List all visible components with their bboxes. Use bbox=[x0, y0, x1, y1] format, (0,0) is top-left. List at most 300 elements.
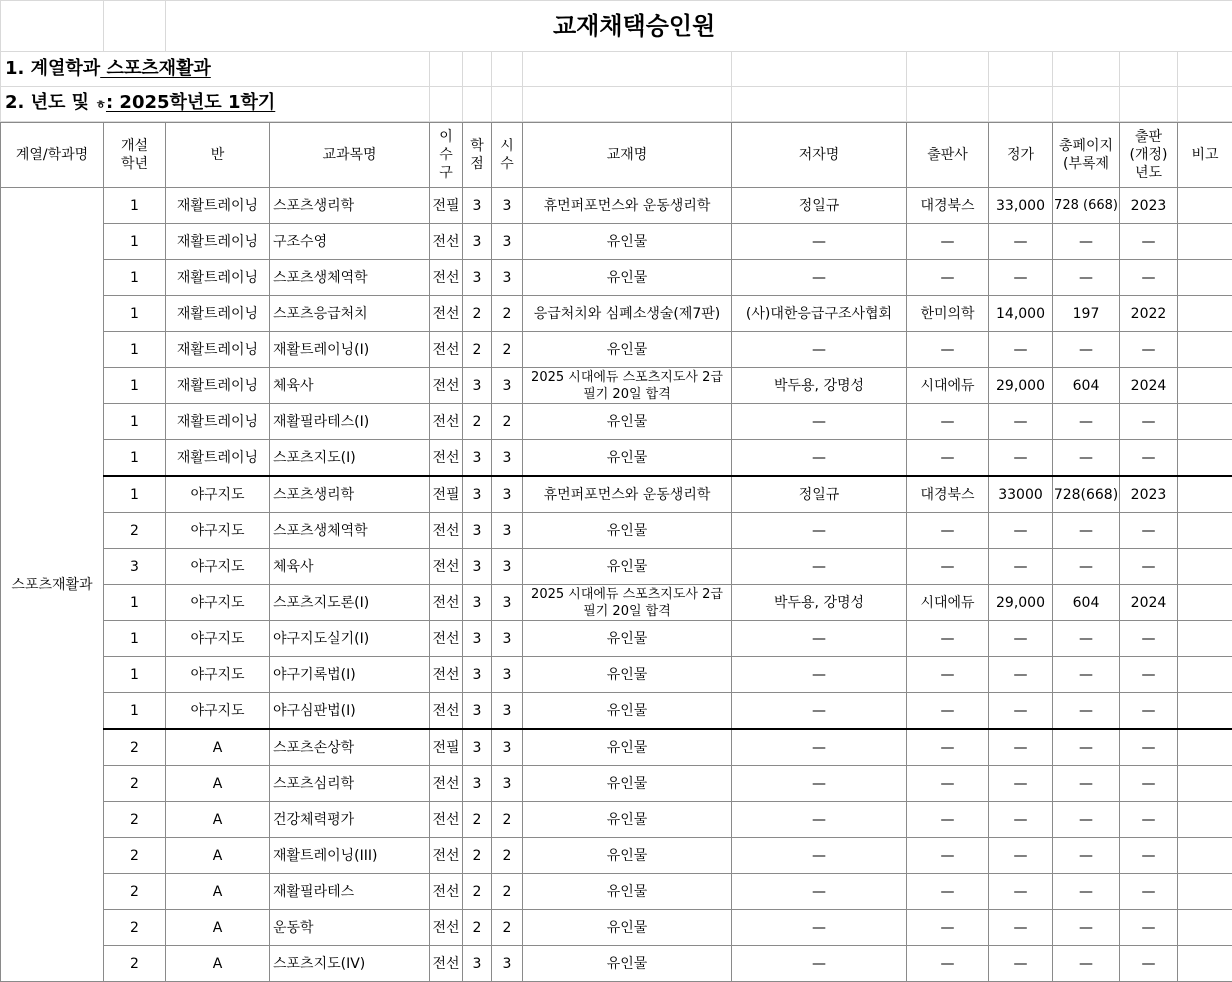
cell-blank[interactable] bbox=[523, 87, 732, 122]
cell-book[interactable]: 휴먼퍼포먼스와 운동생리학 bbox=[523, 476, 732, 513]
cell-hours[interactable]: 2 bbox=[492, 332, 523, 368]
cell-book[interactable]: 2025 시대에듀 스포츠지도사 2급 필기 20일 합격 bbox=[523, 585, 732, 621]
cell-book[interactable]: 유인물 bbox=[523, 874, 732, 910]
cell-blank[interactable] bbox=[430, 87, 463, 122]
header-class[interactable]: 반 bbox=[166, 123, 270, 188]
cell-price[interactable]: — bbox=[989, 224, 1053, 260]
cell-subject[interactable]: 야구지도실기(I) bbox=[270, 621, 430, 657]
cell-credit[interactable]: 2 bbox=[463, 874, 492, 910]
cell-blank[interactable] bbox=[463, 87, 492, 122]
cell-publisher[interactable]: 시대에듀 bbox=[907, 585, 989, 621]
cell-blank[interactable] bbox=[523, 52, 732, 87]
cell-type[interactable]: 전선 bbox=[430, 224, 463, 260]
cell-class[interactable]: A bbox=[166, 946, 270, 982]
cell-note[interactable] bbox=[1178, 188, 1232, 224]
cell-year[interactable]: 2 bbox=[104, 766, 166, 802]
cell-hours[interactable]: 2 bbox=[492, 802, 523, 838]
cell-blank[interactable] bbox=[989, 87, 1053, 122]
cell-type[interactable]: 전선 bbox=[430, 296, 463, 332]
cell-edition[interactable]: — bbox=[1120, 513, 1178, 549]
cell-subject[interactable]: 구조수영 bbox=[270, 224, 430, 260]
cell-edition[interactable]: — bbox=[1120, 802, 1178, 838]
cell-price[interactable]: — bbox=[989, 766, 1053, 802]
cell-blank[interactable] bbox=[907, 52, 989, 87]
header-edition[interactable]: 출판 (개정) 년도 bbox=[1120, 123, 1178, 188]
cell-price[interactable]: — bbox=[989, 838, 1053, 874]
cell-year[interactable]: 1 bbox=[104, 368, 166, 404]
cell-blank[interactable] bbox=[104, 1, 166, 52]
cell-author[interactable]: — bbox=[732, 766, 907, 802]
cell-year[interactable]: 1 bbox=[104, 585, 166, 621]
cell-subject[interactable]: 스포츠지도(I) bbox=[270, 440, 430, 477]
cell-year[interactable]: 1 bbox=[104, 332, 166, 368]
cell-credit[interactable]: 3 bbox=[463, 693, 492, 730]
cell-type[interactable]: 전선 bbox=[430, 404, 463, 440]
cell-price[interactable]: 29,000 bbox=[989, 368, 1053, 404]
cell-class[interactable]: 재활트레이닝 bbox=[166, 404, 270, 440]
cell-year[interactable]: 2 bbox=[104, 946, 166, 982]
cell-type[interactable]: 전선 bbox=[430, 621, 463, 657]
header-pages[interactable]: 총페이지 (부록제 bbox=[1053, 123, 1120, 188]
cell-class[interactable]: 재활트레이닝 bbox=[166, 332, 270, 368]
header-hours[interactable]: 시 수 bbox=[492, 123, 523, 188]
cell-class[interactable]: A bbox=[166, 874, 270, 910]
cell-credit[interactable]: 2 bbox=[463, 838, 492, 874]
cell-price[interactable]: — bbox=[989, 874, 1053, 910]
cell-publisher[interactable]: — bbox=[907, 802, 989, 838]
cell-pages[interactable]: — bbox=[1053, 729, 1120, 766]
cell-blank[interactable] bbox=[430, 52, 463, 87]
cell-edition[interactable]: 2023 bbox=[1120, 476, 1178, 513]
cell-type[interactable]: 전선 bbox=[430, 946, 463, 982]
cell-edition[interactable]: — bbox=[1120, 657, 1178, 693]
cell-edition[interactable]: — bbox=[1120, 404, 1178, 440]
cell-credit[interactable]: 3 bbox=[463, 440, 492, 477]
cell-note[interactable] bbox=[1178, 585, 1232, 621]
cell-type[interactable]: 전필 bbox=[430, 476, 463, 513]
cell-hours[interactable]: 2 bbox=[492, 296, 523, 332]
cell-publisher[interactable]: — bbox=[907, 513, 989, 549]
cell-book[interactable]: 유인물 bbox=[523, 440, 732, 477]
cell-price[interactable]: 29,000 bbox=[989, 585, 1053, 621]
cell-book[interactable]: 2025 시대에듀 스포츠지도사 2급 필기 20일 합격 bbox=[523, 368, 732, 404]
cell-type[interactable]: 전선 bbox=[430, 693, 463, 730]
cell-pages[interactable]: 728(668) bbox=[1053, 476, 1120, 513]
cell-hours[interactable]: 3 bbox=[492, 440, 523, 477]
cell-hours[interactable]: 3 bbox=[492, 693, 523, 730]
cell-pages[interactable]: — bbox=[1053, 693, 1120, 730]
cell-credit[interactable]: 3 bbox=[463, 224, 492, 260]
cell-subject[interactable]: 야구기록법(I) bbox=[270, 657, 430, 693]
cell-book[interactable]: 유인물 bbox=[523, 946, 732, 982]
cell-edition[interactable]: 2024 bbox=[1120, 585, 1178, 621]
cell-subject[interactable]: 스포츠생체역학 bbox=[270, 260, 430, 296]
cell-author[interactable]: — bbox=[732, 513, 907, 549]
cell-type[interactable]: 전선 bbox=[430, 802, 463, 838]
cell-blank[interactable] bbox=[1053, 87, 1120, 122]
cell-pages[interactable]: — bbox=[1053, 224, 1120, 260]
cell-note[interactable] bbox=[1178, 693, 1232, 730]
cell-note[interactable] bbox=[1178, 476, 1232, 513]
cell-subject[interactable]: 야구심판법(I) bbox=[270, 693, 430, 730]
cell-note[interactable] bbox=[1178, 874, 1232, 910]
cell-edition[interactable]: — bbox=[1120, 549, 1178, 585]
cell-edition[interactable]: — bbox=[1120, 224, 1178, 260]
cell-author[interactable]: — bbox=[732, 657, 907, 693]
cell-price[interactable]: — bbox=[989, 332, 1053, 368]
cell-publisher[interactable]: 한미의학 bbox=[907, 296, 989, 332]
cell-book[interactable]: 유인물 bbox=[523, 224, 732, 260]
cell-credit[interactable]: 3 bbox=[463, 729, 492, 766]
cell-type[interactable]: 전선 bbox=[430, 368, 463, 404]
cell-author[interactable]: 정일규 bbox=[732, 188, 907, 224]
cell-pages[interactable]: — bbox=[1053, 766, 1120, 802]
cell-note[interactable] bbox=[1178, 368, 1232, 404]
cell-hours[interactable]: 3 bbox=[492, 368, 523, 404]
cell-blank[interactable] bbox=[989, 52, 1053, 87]
header-type[interactable]: 이 수 구 bbox=[430, 123, 463, 188]
cell-year[interactable]: 2 bbox=[104, 910, 166, 946]
cell-blank[interactable] bbox=[732, 87, 907, 122]
cell-credit[interactable]: 2 bbox=[463, 296, 492, 332]
cell-class[interactable]: A bbox=[166, 729, 270, 766]
cell-class[interactable]: A bbox=[166, 802, 270, 838]
cell-hours[interactable]: 2 bbox=[492, 910, 523, 946]
cell-edition[interactable]: — bbox=[1120, 910, 1178, 946]
cell-note[interactable] bbox=[1178, 260, 1232, 296]
cell-author[interactable]: 정일규 bbox=[732, 476, 907, 513]
cell-hours[interactable]: 3 bbox=[492, 766, 523, 802]
cell-edition[interactable]: — bbox=[1120, 260, 1178, 296]
cell-note[interactable] bbox=[1178, 946, 1232, 982]
cell-price[interactable]: 14,000 bbox=[989, 296, 1053, 332]
cell-note[interactable] bbox=[1178, 621, 1232, 657]
cell-type[interactable]: 전선 bbox=[430, 657, 463, 693]
cell-price[interactable]: — bbox=[989, 260, 1053, 296]
cell-credit[interactable]: 3 bbox=[463, 368, 492, 404]
cell-book[interactable]: 휴먼퍼포먼스와 운동생리학 bbox=[523, 188, 732, 224]
cell-type[interactable]: 전필 bbox=[430, 729, 463, 766]
cell-edition[interactable]: — bbox=[1120, 332, 1178, 368]
cell-year[interactable]: 1 bbox=[104, 296, 166, 332]
cell-publisher[interactable]: — bbox=[907, 693, 989, 730]
cell-book[interactable]: 유인물 bbox=[523, 332, 732, 368]
cell-pages[interactable]: — bbox=[1053, 802, 1120, 838]
header-subject[interactable]: 교과목명 bbox=[270, 123, 430, 188]
cell-price[interactable]: — bbox=[989, 802, 1053, 838]
cell-credit[interactable]: 3 bbox=[463, 476, 492, 513]
header-note[interactable]: 비고 bbox=[1178, 123, 1232, 188]
cell-year[interactable]: 2 bbox=[104, 874, 166, 910]
cell-credit[interactable]: 2 bbox=[463, 910, 492, 946]
cell-author[interactable]: — bbox=[732, 874, 907, 910]
cell-credit[interactable]: 3 bbox=[463, 260, 492, 296]
cell-note[interactable] bbox=[1178, 224, 1232, 260]
cell-type[interactable]: 전선 bbox=[430, 838, 463, 874]
cell-price[interactable]: — bbox=[989, 549, 1053, 585]
cell-hours[interactable]: 3 bbox=[492, 946, 523, 982]
cell-publisher[interactable]: — bbox=[907, 766, 989, 802]
cell-blank[interactable] bbox=[492, 52, 523, 87]
cell-subject[interactable]: 운동학 bbox=[270, 910, 430, 946]
cell-author[interactable]: — bbox=[732, 729, 907, 766]
cell-hours[interactable]: 3 bbox=[492, 621, 523, 657]
cell-pages[interactable]: — bbox=[1053, 910, 1120, 946]
cell-book[interactable]: 유인물 bbox=[523, 404, 732, 440]
cell-year[interactable]: 3 bbox=[104, 549, 166, 585]
cell-class[interactable]: 야구지도 bbox=[166, 513, 270, 549]
cell-author[interactable]: 박두용, 강명성 bbox=[732, 368, 907, 404]
cell-class[interactable]: 야구지도 bbox=[166, 476, 270, 513]
cell-credit[interactable]: 3 bbox=[463, 585, 492, 621]
cell-year[interactable]: 1 bbox=[104, 476, 166, 513]
cell-pages[interactable]: — bbox=[1053, 513, 1120, 549]
cell-price[interactable]: — bbox=[989, 440, 1053, 477]
cell-class[interactable]: 야구지도 bbox=[166, 585, 270, 621]
cell-blank[interactable] bbox=[1, 1, 104, 52]
cell-class[interactable]: 야구지도 bbox=[166, 621, 270, 657]
cell-edition[interactable]: 2022 bbox=[1120, 296, 1178, 332]
cell-year[interactable]: 1 bbox=[104, 621, 166, 657]
cell-hours[interactable]: 3 bbox=[492, 585, 523, 621]
cell-year[interactable]: 1 bbox=[104, 260, 166, 296]
cell-subject[interactable]: 스포츠생리학 bbox=[270, 188, 430, 224]
cell-publisher[interactable]: — bbox=[907, 404, 989, 440]
cell-class[interactable]: 재활트레이닝 bbox=[166, 224, 270, 260]
cell-edition[interactable]: — bbox=[1120, 766, 1178, 802]
cell-edition[interactable]: — bbox=[1120, 621, 1178, 657]
cell-subject[interactable]: 건강체력평가 bbox=[270, 802, 430, 838]
cell-author[interactable]: — bbox=[732, 549, 907, 585]
header-credit[interactable]: 학 점 bbox=[463, 123, 492, 188]
cell-note[interactable] bbox=[1178, 729, 1232, 766]
cell-hours[interactable]: 2 bbox=[492, 404, 523, 440]
cell-subject[interactable]: 체육사 bbox=[270, 549, 430, 585]
cell-note[interactable] bbox=[1178, 802, 1232, 838]
cell-note[interactable] bbox=[1178, 440, 1232, 477]
cell-subject[interactable]: 스포츠지도(IV) bbox=[270, 946, 430, 982]
dept-info[interactable] bbox=[1, 52, 430, 87]
cell-book[interactable]: 응급처치와 심폐소생술(제7판) bbox=[523, 296, 732, 332]
cell-credit[interactable]: 3 bbox=[463, 946, 492, 982]
cell-class[interactable]: 재활트레이닝 bbox=[166, 188, 270, 224]
cell-author[interactable]: — bbox=[732, 802, 907, 838]
cell-subject[interactable]: 재활필라테스(I) bbox=[270, 404, 430, 440]
cell-credit[interactable]: 3 bbox=[463, 549, 492, 585]
cell-subject[interactable]: 스포츠손상학 bbox=[270, 729, 430, 766]
cell-pages[interactable]: — bbox=[1053, 946, 1120, 982]
term-info[interactable] bbox=[1, 87, 430, 122]
cell-pages[interactable]: — bbox=[1053, 260, 1120, 296]
cell-edition[interactable]: 2023 bbox=[1120, 188, 1178, 224]
cell-pages[interactable]: — bbox=[1053, 404, 1120, 440]
cell-book[interactable]: 유인물 bbox=[523, 513, 732, 549]
cell-edition[interactable]: 2024 bbox=[1120, 368, 1178, 404]
cell-publisher[interactable]: 시대에듀 bbox=[907, 368, 989, 404]
cell-class[interactable]: 재활트레이닝 bbox=[166, 296, 270, 332]
cell-price[interactable]: — bbox=[989, 910, 1053, 946]
cell-publisher[interactable]: — bbox=[907, 621, 989, 657]
cell-year[interactable]: 1 bbox=[104, 224, 166, 260]
cell-type[interactable]: 전선 bbox=[430, 332, 463, 368]
cell-year[interactable]: 2 bbox=[104, 513, 166, 549]
cell-price[interactable]: — bbox=[989, 729, 1053, 766]
cell-note[interactable] bbox=[1178, 766, 1232, 802]
cell-book[interactable]: 유인물 bbox=[523, 766, 732, 802]
cell-note[interactable] bbox=[1178, 838, 1232, 874]
cell-blank[interactable] bbox=[1178, 52, 1232, 87]
cell-subject[interactable]: 재활필라테스 bbox=[270, 874, 430, 910]
cell-credit[interactable]: 3 bbox=[463, 188, 492, 224]
cell-hours[interactable]: 3 bbox=[492, 657, 523, 693]
cell-class[interactable]: 재활트레이닝 bbox=[166, 440, 270, 477]
cell-publisher[interactable]: — bbox=[907, 657, 989, 693]
cell-edition[interactable]: — bbox=[1120, 874, 1178, 910]
cell-edition[interactable]: — bbox=[1120, 693, 1178, 730]
cell-credit[interactable]: 3 bbox=[463, 621, 492, 657]
cell-price[interactable]: 33,000 bbox=[989, 188, 1053, 224]
cell-publisher[interactable]: — bbox=[907, 874, 989, 910]
cell-author[interactable]: — bbox=[732, 224, 907, 260]
cell-subject[interactable]: 재활트레이닝(I) bbox=[270, 332, 430, 368]
cell-blank[interactable] bbox=[1120, 87, 1178, 122]
cell-pages[interactable]: 728 (668) bbox=[1053, 188, 1120, 224]
cell-publisher[interactable]: — bbox=[907, 838, 989, 874]
cell-blank[interactable] bbox=[1120, 52, 1178, 87]
cell-book[interactable]: 유인물 bbox=[523, 729, 732, 766]
cell-book[interactable]: 유인물 bbox=[523, 621, 732, 657]
cell-book[interactable]: 유인물 bbox=[523, 260, 732, 296]
cell-type[interactable]: 전선 bbox=[430, 440, 463, 477]
cell-book[interactable]: 유인물 bbox=[523, 910, 732, 946]
cell-type[interactable]: 전선 bbox=[430, 910, 463, 946]
cell-hours[interactable]: 2 bbox=[492, 874, 523, 910]
cell-publisher[interactable]: — bbox=[907, 224, 989, 260]
header-author[interactable]: 저자명 bbox=[732, 123, 907, 188]
cell-author[interactable]: — bbox=[732, 910, 907, 946]
cell-book[interactable]: 유인물 bbox=[523, 549, 732, 585]
cell-hours[interactable]: 3 bbox=[492, 729, 523, 766]
cell-class[interactable]: 재활트레이닝 bbox=[166, 368, 270, 404]
cell-price[interactable]: — bbox=[989, 513, 1053, 549]
cell-credit[interactable]: 2 bbox=[463, 802, 492, 838]
cell-class[interactable]: A bbox=[166, 766, 270, 802]
cell-blank[interactable] bbox=[907, 87, 989, 122]
cell-publisher[interactable]: — bbox=[907, 440, 989, 477]
cell-note[interactable] bbox=[1178, 332, 1232, 368]
header-year[interactable]: 개설 학년 bbox=[104, 123, 166, 188]
cell-pages[interactable]: — bbox=[1053, 657, 1120, 693]
cell-book[interactable]: 유인물 bbox=[523, 693, 732, 730]
cell-hours[interactable]: 3 bbox=[492, 476, 523, 513]
cell-edition[interactable]: — bbox=[1120, 729, 1178, 766]
cell-hours[interactable]: 3 bbox=[492, 513, 523, 549]
cell-note[interactable] bbox=[1178, 296, 1232, 332]
cell-subject[interactable]: 스포츠생리학 bbox=[270, 476, 430, 513]
cell-note[interactable] bbox=[1178, 513, 1232, 549]
cell-credit[interactable]: 2 bbox=[463, 404, 492, 440]
cell-blank[interactable] bbox=[463, 52, 492, 87]
cell-book[interactable]: 유인물 bbox=[523, 802, 732, 838]
cell-year[interactable]: 1 bbox=[104, 404, 166, 440]
cell-edition[interactable]: — bbox=[1120, 946, 1178, 982]
cell-pages[interactable]: — bbox=[1053, 838, 1120, 874]
cell-publisher[interactable]: — bbox=[907, 260, 989, 296]
cell-year[interactable]: 2 bbox=[104, 729, 166, 766]
cell-author[interactable]: — bbox=[732, 404, 907, 440]
cell-subject[interactable]: 스포츠심리학 bbox=[270, 766, 430, 802]
cell-year[interactable]: 1 bbox=[104, 657, 166, 693]
cell-author[interactable]: — bbox=[732, 621, 907, 657]
cell-class[interactable]: 재활트레이닝 bbox=[166, 260, 270, 296]
cell-subject[interactable]: 스포츠응급처치 bbox=[270, 296, 430, 332]
cell-hours[interactable]: 3 bbox=[492, 188, 523, 224]
cell-author[interactable]: — bbox=[732, 332, 907, 368]
cell-price[interactable]: — bbox=[989, 657, 1053, 693]
cell-class[interactable]: 야구지도 bbox=[166, 549, 270, 585]
header-price[interactable]: 정가 bbox=[989, 123, 1053, 188]
cell-note[interactable] bbox=[1178, 910, 1232, 946]
cell-note[interactable] bbox=[1178, 657, 1232, 693]
dept-name-cell[interactable]: 스포츠재활과 bbox=[1, 188, 104, 982]
cell-blank[interactable] bbox=[492, 87, 523, 122]
cell-publisher[interactable]: 대경북스 bbox=[907, 188, 989, 224]
cell-publisher[interactable]: — bbox=[907, 332, 989, 368]
cell-subject[interactable]: 스포츠생체역학 bbox=[270, 513, 430, 549]
cell-price[interactable]: 33000 bbox=[989, 476, 1053, 513]
cell-hours[interactable]: 3 bbox=[492, 549, 523, 585]
cell-year[interactable]: 1 bbox=[104, 693, 166, 730]
cell-hours[interactable]: 2 bbox=[492, 838, 523, 874]
cell-author[interactable]: — bbox=[732, 838, 907, 874]
cell-edition[interactable]: — bbox=[1120, 440, 1178, 477]
cell-credit[interactable]: 2 bbox=[463, 332, 492, 368]
header-book[interactable]: 교재명 bbox=[523, 123, 732, 188]
cell-subject[interactable]: 재활트레이닝(III) bbox=[270, 838, 430, 874]
cell-price[interactable]: — bbox=[989, 946, 1053, 982]
cell-author[interactable]: — bbox=[732, 260, 907, 296]
cell-price[interactable]: — bbox=[989, 621, 1053, 657]
cell-class[interactable]: A bbox=[166, 838, 270, 874]
cell-book[interactable]: 유인물 bbox=[523, 838, 732, 874]
cell-note[interactable] bbox=[1178, 404, 1232, 440]
cell-type[interactable]: 전선 bbox=[430, 766, 463, 802]
cell-type[interactable]: 전필 bbox=[430, 188, 463, 224]
cell-year[interactable]: 1 bbox=[104, 188, 166, 224]
cell-class[interactable]: 야구지도 bbox=[166, 693, 270, 730]
cell-class[interactable]: A bbox=[166, 910, 270, 946]
cell-author[interactable]: (사)대한응급구조사협회 bbox=[732, 296, 907, 332]
cell-credit[interactable]: 3 bbox=[463, 513, 492, 549]
cell-blank[interactable] bbox=[1053, 52, 1120, 87]
cell-year[interactable]: 2 bbox=[104, 838, 166, 874]
cell-pages[interactable]: — bbox=[1053, 549, 1120, 585]
cell-author[interactable]: — bbox=[732, 440, 907, 477]
cell-hours[interactable]: 3 bbox=[492, 224, 523, 260]
cell-publisher[interactable]: 대경북스 bbox=[907, 476, 989, 513]
cell-year[interactable]: 2 bbox=[104, 802, 166, 838]
cell-type[interactable]: 전선 bbox=[430, 260, 463, 296]
cell-publisher[interactable]: — bbox=[907, 910, 989, 946]
cell-blank[interactable] bbox=[732, 52, 907, 87]
cell-subject[interactable]: 체육사 bbox=[270, 368, 430, 404]
header-dept[interactable]: 계열/학과명 bbox=[1, 123, 104, 188]
cell-pages[interactable]: — bbox=[1053, 874, 1120, 910]
cell-blank[interactable] bbox=[1178, 87, 1232, 122]
cell-class[interactable]: 야구지도 bbox=[166, 657, 270, 693]
cell-pages[interactable]: 197 bbox=[1053, 296, 1120, 332]
cell-type[interactable]: 전선 bbox=[430, 513, 463, 549]
